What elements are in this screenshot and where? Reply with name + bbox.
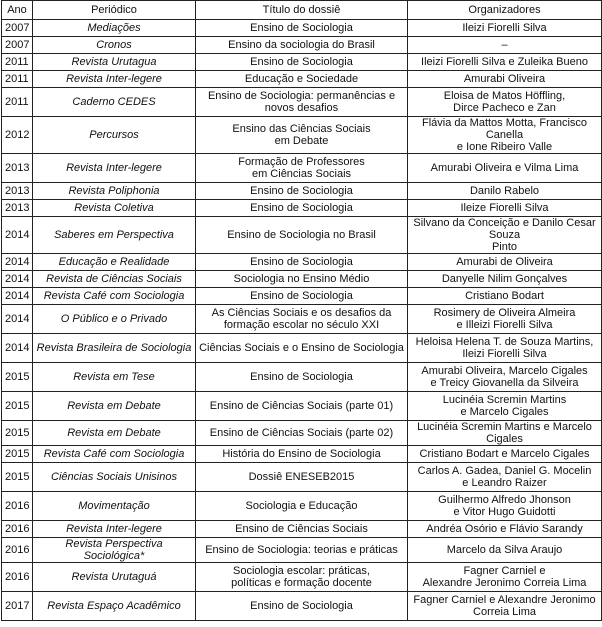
cell-organizadores bbox=[408, 392, 602, 421]
cell-ano: 2016 bbox=[2, 492, 33, 521]
cell-ano: 2015 bbox=[2, 446, 33, 463]
cell-periodico: Ciências Sociais Unisinos bbox=[33, 463, 196, 492]
cell-periodico: Revista Urutaguá bbox=[33, 563, 196, 592]
cell-ano: 2016 bbox=[2, 538, 33, 563]
cell-ano: 2015 bbox=[2, 463, 33, 492]
cell-titulo: Ensino de Sociologia bbox=[196, 20, 408, 37]
header-organizadores: Organizadores bbox=[408, 1, 602, 20]
cell-organizadores bbox=[408, 492, 602, 521]
cell-organizadores: Danilo Rabelo bbox=[408, 183, 602, 200]
cell-titulo: Ensino de Sociologia no Brasil bbox=[196, 217, 408, 254]
cell-titulo: Ensino de Sociologia: teorias e práticas bbox=[196, 538, 408, 563]
table-row bbox=[2, 88, 602, 117]
cell-periodico: Cronos bbox=[33, 37, 196, 54]
cell-organizadores: Lucinéia Scremin Martins e Marcelo Cigales bbox=[408, 421, 602, 446]
cell-titulo-text: Ensino de Sociologia: permanências e novos desafios bbox=[207, 90, 396, 114]
cell-titulo: Ensino de Sociologia bbox=[196, 288, 408, 305]
cell-organizadores: Amurabi Oliveira e Vilma Lima bbox=[408, 154, 602, 183]
cell-titulo: Educação e Sociedade bbox=[196, 71, 408, 88]
cell-periodico: Revista Café com Sociologia bbox=[33, 288, 196, 305]
cell-ano: 2015 bbox=[2, 363, 33, 392]
cell-organizadores-text: Guilhermo Alfredo Jhonson e Vitor Hugo Guidotti bbox=[438, 494, 571, 518]
cell-titulo: Ensino de Sociologia bbox=[196, 200, 408, 217]
cell-organizadores: Ileizi Fiorelli Silva bbox=[408, 20, 602, 37]
cell-organizadores-text: Silvano da Conceição e Danilo Cesar Souza Pinto bbox=[413, 217, 596, 253]
cell-organizadores-text: Rosimery de Oliveira Almeira e Illeizi Fiorelli Silva bbox=[433, 307, 576, 331]
table-row bbox=[2, 37, 602, 54]
cell-organizadores bbox=[408, 463, 602, 492]
cell-organizadores-text: Fagner Carniel e Alexandre Jeronimo Correia Lima bbox=[413, 594, 596, 618]
cell-ano: 2013 bbox=[2, 200, 33, 217]
cell-periodico: Revista Perspectiva Sociológica* bbox=[33, 538, 196, 563]
cell-periodico: Revista em Debate bbox=[33, 392, 196, 421]
table-row bbox=[2, 592, 602, 621]
cell-titulo: Ensino de Sociologia bbox=[196, 254, 408, 271]
table-row bbox=[2, 71, 602, 88]
cell-organizadores-text: Heloisa Helena T. de Souza Martins, Ileizi Fiorelli Silva bbox=[415, 336, 594, 360]
table-row bbox=[2, 334, 602, 363]
cell-organizadores-text: Fagner Carniel e Alexandre Jeronimo Correia Lima bbox=[422, 565, 587, 589]
cell-organizadores: Amurabi Oliveira bbox=[408, 71, 602, 88]
header-periodico: Periódico bbox=[33, 1, 196, 20]
cell-periodico: Saberes em Perspectiva bbox=[33, 217, 196, 254]
cell-titulo-text: Formação de Professores em Ciências Sociais bbox=[238, 156, 365, 180]
table-row bbox=[2, 117, 602, 154]
cell-titulo-text: As Ciências Sociais e os desafios da formação escolar no século XXI bbox=[211, 307, 392, 331]
cell-ano: 2007 bbox=[2, 20, 33, 37]
table-row bbox=[2, 200, 602, 217]
cell-ano: 2014 bbox=[2, 217, 33, 254]
cell-ano: 2014 bbox=[2, 305, 33, 334]
cell-ano: 2017 bbox=[2, 592, 33, 621]
cell-periodico: Revista Poliphonia bbox=[33, 183, 196, 200]
cell-ano: 2016 bbox=[2, 563, 33, 592]
cell-organizadores bbox=[408, 217, 602, 254]
cell-periodico: Revista em Debate bbox=[33, 421, 196, 446]
table-row bbox=[2, 288, 602, 305]
cell-titulo-text: Sociologia escolar: práticas, políticas e formação docente bbox=[231, 565, 372, 589]
cell-titulo: Ciências Sociais e o Ensino de Sociologia bbox=[196, 334, 408, 363]
cell-periodico: Revista Inter-legere bbox=[33, 154, 196, 183]
cell-periodico: Revista Espaço Acadêmico bbox=[33, 592, 196, 621]
cell-organizadores: Marcelo da Silva Araujo bbox=[408, 538, 602, 563]
cell-organizadores: Cristiano Bodart e Marcelo Cigales bbox=[408, 446, 602, 463]
cell-periodico: Revista Inter-legere bbox=[33, 521, 196, 538]
cell-organizadores: Danyelle Nilim Gonçalves bbox=[408, 271, 602, 288]
cell-organizadores bbox=[408, 334, 602, 363]
cell-ano: 2015 bbox=[2, 392, 33, 421]
cell-ano: 2014 bbox=[2, 334, 33, 363]
header-ano: Ano bbox=[2, 1, 33, 20]
table-row bbox=[2, 54, 602, 71]
cell-ano: 2013 bbox=[2, 183, 33, 200]
cell-titulo-text: Ensino das Ciências Sociais em Debate bbox=[232, 123, 371, 147]
table-row bbox=[2, 521, 602, 538]
table-row bbox=[2, 463, 602, 492]
cell-periodico: Caderno CEDES bbox=[33, 88, 196, 117]
cell-titulo bbox=[196, 305, 408, 334]
cell-organizadores bbox=[408, 592, 602, 621]
cell-titulo: Sociologia no Ensino Médio bbox=[196, 271, 408, 288]
cell-ano: 2007 bbox=[2, 37, 33, 54]
cell-periodico: Revista em Tese bbox=[33, 363, 196, 392]
cell-organizadores bbox=[408, 88, 602, 117]
cell-titulo: Ensino de Sociologia bbox=[196, 592, 408, 621]
cell-periodico: Revista Brasileira de Sociologia bbox=[33, 334, 196, 363]
cell-ano: 2011 bbox=[2, 54, 33, 71]
cell-organizadores bbox=[408, 117, 602, 154]
cell-ano: 2011 bbox=[2, 88, 33, 117]
table-row bbox=[2, 183, 602, 200]
cell-titulo bbox=[196, 563, 408, 592]
cell-periodico: Mediações bbox=[33, 20, 196, 37]
table-row bbox=[2, 20, 602, 37]
table-row bbox=[2, 492, 602, 521]
table-row bbox=[2, 154, 602, 183]
cell-periodico: Educação e Realidade bbox=[33, 254, 196, 271]
cell-ano: 2011 bbox=[2, 71, 33, 88]
table-row bbox=[2, 217, 602, 254]
table-row bbox=[2, 392, 602, 421]
cell-ano: 2015 bbox=[2, 421, 33, 446]
cell-periodico: Revista de Ciências Sociais bbox=[33, 271, 196, 288]
cell-titulo bbox=[196, 154, 408, 183]
cell-organizadores: Ileizi Fiorelli Silva e Zuleika Bueno bbox=[408, 54, 602, 71]
cell-ano: 2014 bbox=[2, 288, 33, 305]
cell-titulo: Ensino de Ciências Sociais bbox=[196, 521, 408, 538]
header-titulo: Título do dossiê bbox=[196, 1, 408, 20]
table-row bbox=[2, 363, 602, 392]
cell-periodico: Movimentação bbox=[33, 492, 196, 521]
cell-titulo: Dossiê ENESEB2015 bbox=[196, 463, 408, 492]
cell-organizadores: Amurabi de Oliveira bbox=[408, 254, 602, 271]
header-row bbox=[2, 1, 602, 20]
cell-organizadores-text: Eloisa de Matos Höffling, Dirce Pacheco e Zan bbox=[443, 90, 566, 114]
cell-periodico: Revista Urutagua bbox=[33, 54, 196, 71]
cell-organizadores-text: Carlos A. Gadea, Daniel G. Mocelin e Leandro Raizer bbox=[417, 465, 592, 489]
table-row bbox=[2, 563, 602, 592]
cell-titulo: Ensino de Ciências Sociais (parte 01) bbox=[196, 392, 408, 421]
cell-ano: 2014 bbox=[2, 254, 33, 271]
cell-organizadores-text: Lucinéia Scremin Martins e Marcelo Cigales bbox=[442, 394, 567, 418]
cell-titulo: Ensino da sociologia do Brasil bbox=[196, 37, 408, 54]
table-row bbox=[2, 421, 602, 446]
cell-organizadores: Cristiano Bodart bbox=[408, 288, 602, 305]
table-row bbox=[2, 446, 602, 463]
cell-titulo bbox=[196, 88, 408, 117]
cell-organizadores-text: Amurabi Oliveira, Marcelo Cigales e Treicy Giovanella da Silveira bbox=[421, 365, 588, 389]
cell-organizadores bbox=[408, 563, 602, 592]
cell-periodico: Revista Inter-legere bbox=[33, 71, 196, 88]
cell-organizadores bbox=[408, 305, 602, 334]
cell-ano: 2014 bbox=[2, 271, 33, 288]
cell-ano: 2013 bbox=[2, 154, 33, 183]
cell-titulo bbox=[196, 117, 408, 154]
cell-titulo: Ensino de Sociologia bbox=[196, 183, 408, 200]
cell-periodico: Revista Coletiva bbox=[33, 200, 196, 217]
cell-titulo: Ensino de Sociologia bbox=[196, 363, 408, 392]
cell-titulo: Ensino de Sociologia bbox=[196, 54, 408, 71]
cell-periodico: O Público e o Privado bbox=[33, 305, 196, 334]
table-row bbox=[2, 254, 602, 271]
table-row bbox=[2, 305, 602, 334]
table-row bbox=[2, 271, 602, 288]
cell-ano: 2012 bbox=[2, 117, 33, 154]
cell-organizadores bbox=[408, 363, 602, 392]
cell-organizadores: Andréa Osório e Flávio Sarandy bbox=[408, 521, 602, 538]
dossier-table bbox=[1, 0, 602, 621]
cell-periodico: Percursos bbox=[33, 117, 196, 154]
cell-titulo: História do Ensino de Sociologia bbox=[196, 446, 408, 463]
table-row bbox=[2, 538, 602, 563]
cell-ano: 2016 bbox=[2, 521, 33, 538]
cell-periodico: Revista Café com Sociologia bbox=[33, 446, 196, 463]
cell-organizadores: – bbox=[408, 37, 602, 54]
cell-titulo: Sociologia e Educação bbox=[196, 492, 408, 521]
cell-titulo: Ensino de Ciências Sociais (parte 02) bbox=[196, 421, 408, 446]
cell-organizadores-text: Flávia da Mattos Motta, Francisco Canella e Ione Ribeiro Valle bbox=[421, 117, 588, 153]
cell-organizadores: Ileize Fiorelli Silva bbox=[408, 200, 602, 217]
